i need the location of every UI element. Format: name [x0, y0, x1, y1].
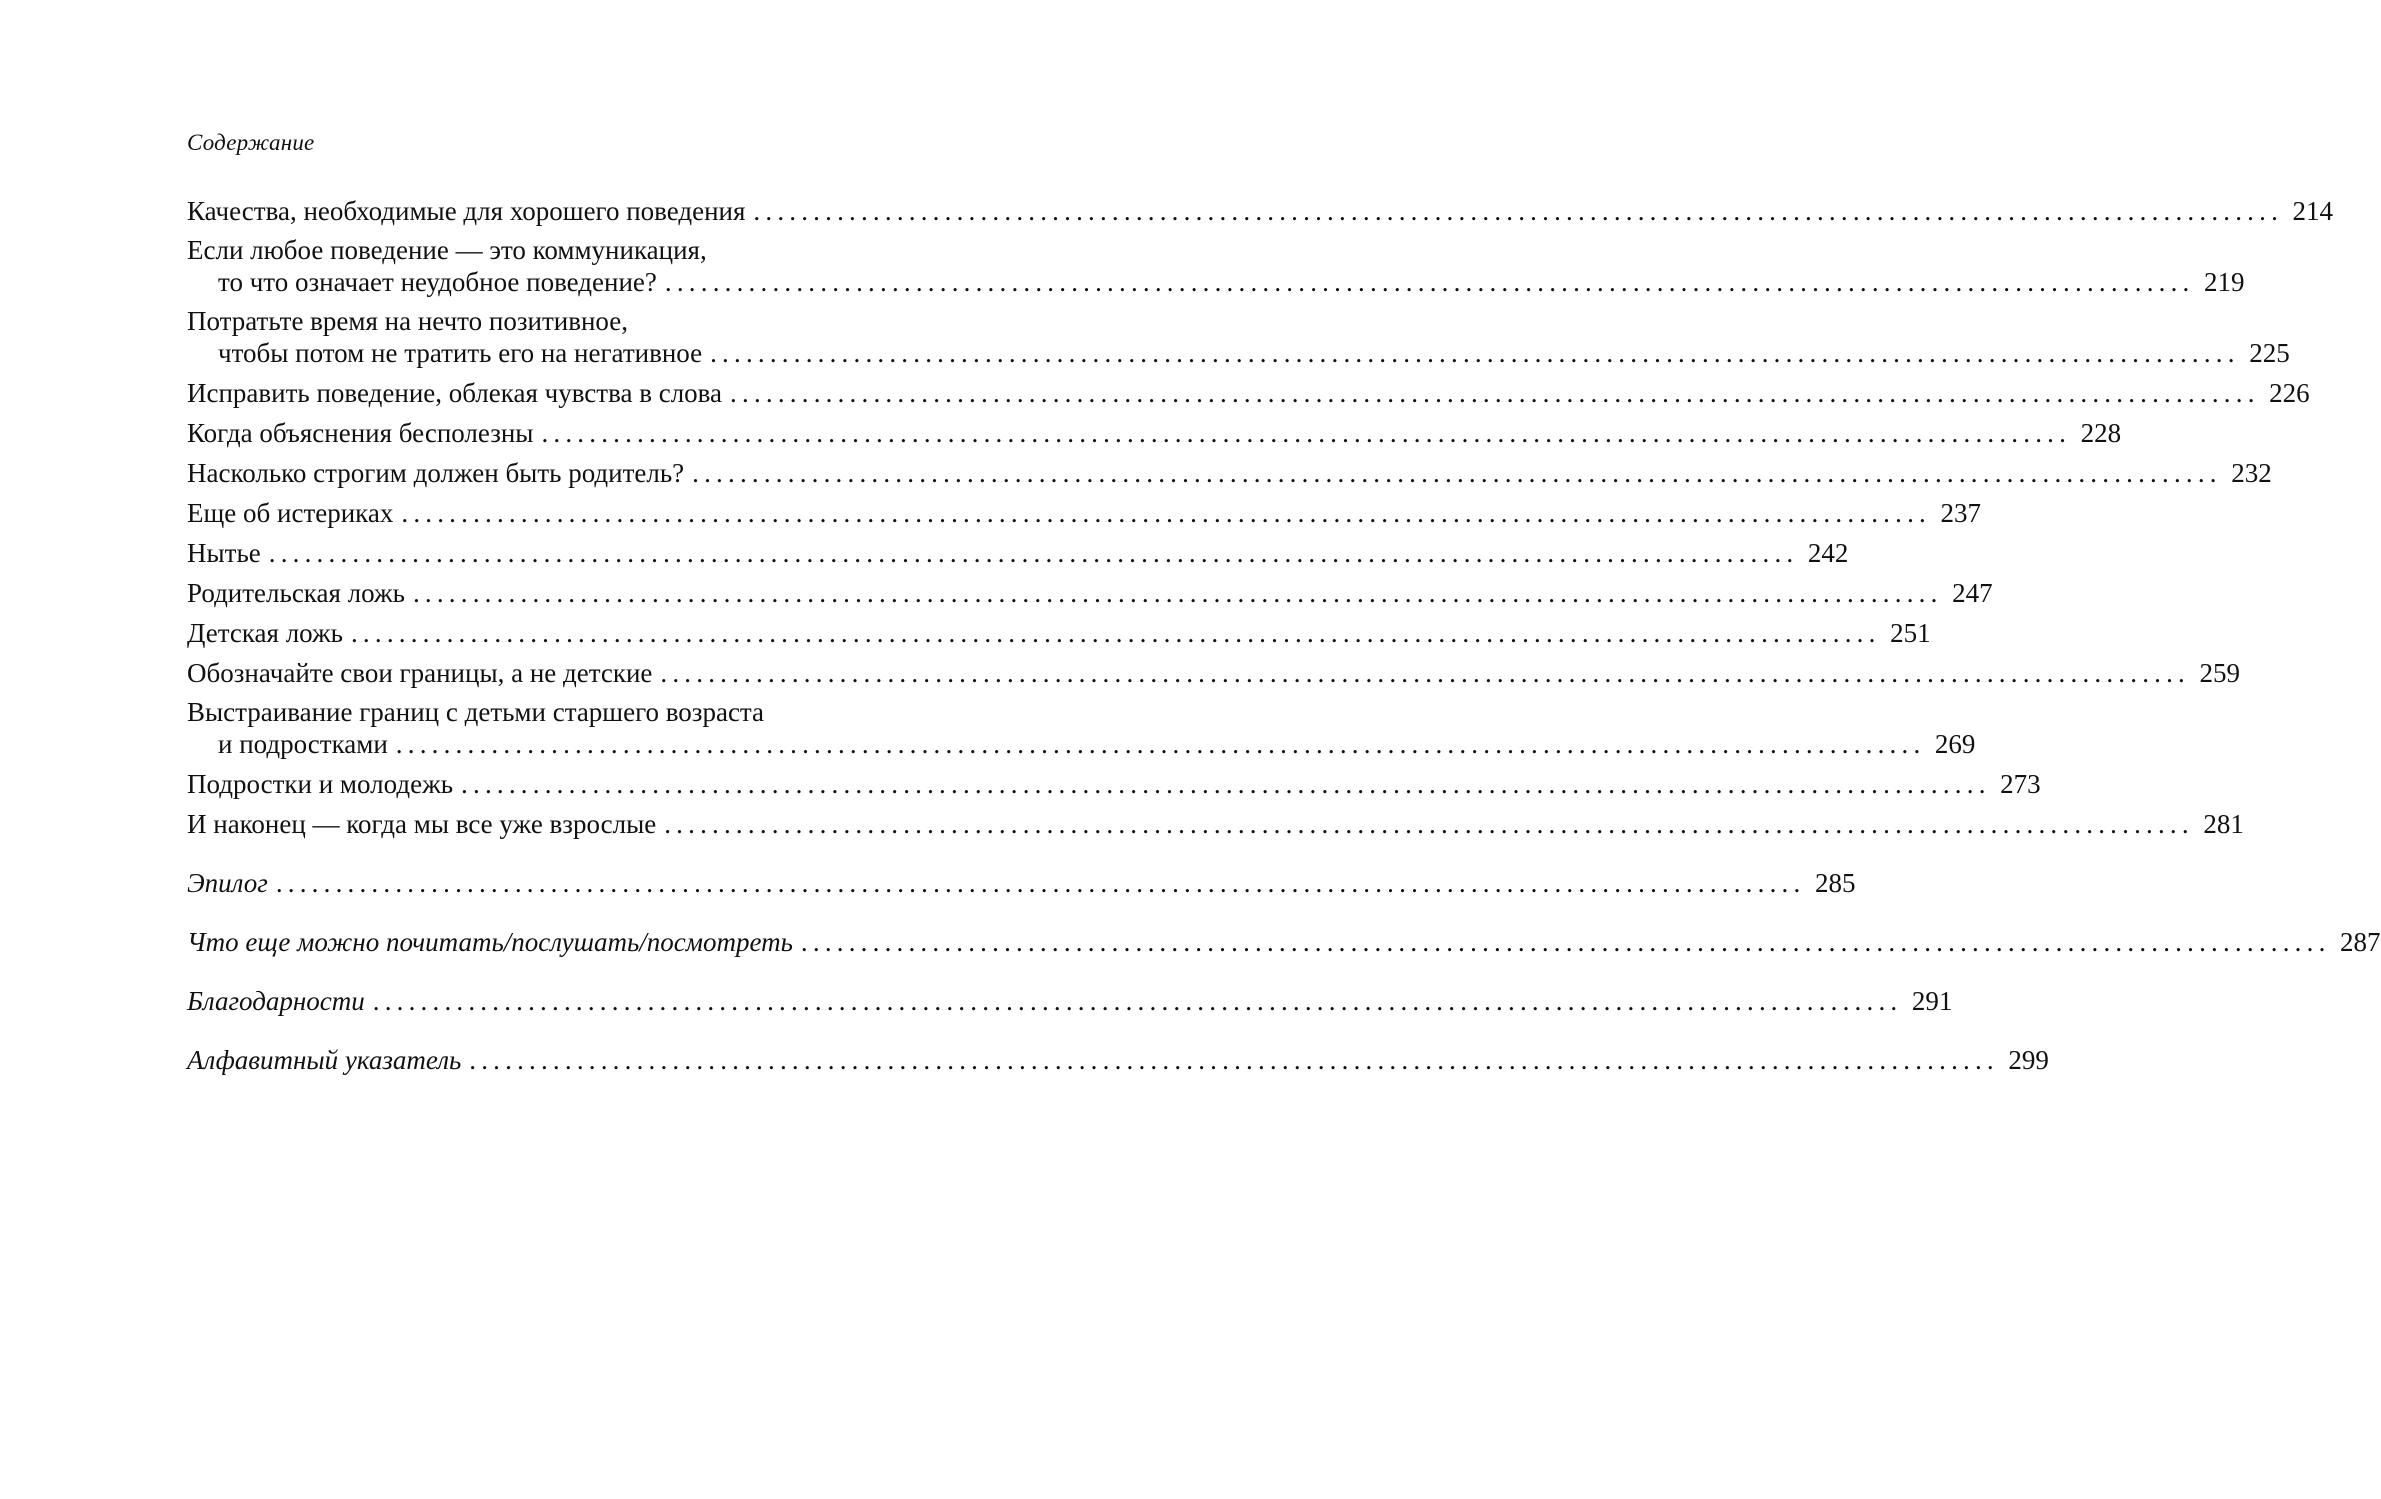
toc-entry [187, 377, 2310, 410]
toc-page-number: 269 [1934, 729, 1976, 759]
toc-entry-title: чтобы потом не тратить его на негативное [218, 338, 703, 368]
dot-leader: ................................................................................................................................ [664, 809, 2194, 839]
dot-leader: ................................................................................................................................ [730, 378, 2260, 408]
toc-page-number: 287 [2340, 927, 2381, 957]
toc-page-number: 232 [2231, 458, 2272, 488]
toc-entry-title: Когда объяснения бесполезны [187, 418, 534, 448]
toc-entry-line [187, 195, 2334, 228]
dot-leader: ................................................................................................................................ [800, 927, 2331, 957]
toc-entry-title: Если любое поведение — это коммуникация, [187, 235, 707, 265]
table-of-contents [187, 195, 2381, 1077]
toc-entry-line [187, 697, 886, 728]
toc-entry-title: И наконец — когда мы все уже взрослые [187, 809, 657, 839]
toc-entry-line [187, 537, 1849, 570]
dot-leader: ................................................................................................................................ [753, 196, 2284, 226]
dot-leader: ................................................................................................................................ [401, 498, 1931, 528]
toc-entry-title: Подростки и молодежь [187, 769, 454, 799]
toc-entry-title: то что означает неудобное поведение? [218, 267, 657, 297]
toc-entry-line [187, 867, 1856, 900]
toc-entry-continuation-line [187, 337, 2290, 370]
dot-leader: ................................................................................................................................ [395, 729, 1926, 759]
toc-page-number: 242 [1807, 538, 1849, 568]
dot-leader: ................................................................................................................................ [664, 267, 2195, 297]
dot-leader: ................................................................................................................................ [268, 538, 1799, 568]
dot-leader: ................................................................................................................................ [461, 769, 1991, 799]
dot-leader: ................................................................................................................................ [692, 458, 2222, 488]
dot-leader: ................................................................................................................................ [660, 658, 2191, 688]
toc-entry-title: Благодарности [187, 986, 365, 1016]
toc-entry [187, 985, 1953, 1018]
toc-entry-line [187, 926, 2381, 959]
toc-entry [187, 497, 1981, 530]
toc-entry [187, 657, 2241, 690]
toc-entry-title: Нытье [187, 538, 261, 568]
toc-entry-line [187, 1044, 2049, 1077]
toc-entry-line [187, 808, 2244, 841]
toc-page-number: 247 [1952, 578, 1993, 608]
toc-page-number: 226 [2269, 378, 2310, 408]
toc-entry [187, 537, 1849, 570]
toc-entry-line [187, 617, 1931, 650]
dot-leader: ................................................................................................................................ [469, 1045, 1999, 1075]
toc-entry-line [187, 497, 1981, 530]
toc-entry-title: Алфавитный указатель [187, 1045, 462, 1075]
dot-leader: ................................................................................................................................ [412, 578, 1943, 608]
toc-entry-line [187, 377, 2310, 410]
toc-page-number: 273 [2000, 769, 2041, 799]
toc-entry [187, 195, 2334, 228]
toc-page-number: 219 [2204, 267, 2245, 297]
toc-entry-title: Насколько строгим должен быть родитель? [187, 458, 685, 488]
toc-page-number: 285 [1814, 868, 1856, 898]
toc-page-number: 214 [2292, 196, 2334, 226]
toc-entry-title: Еще об истериках [187, 498, 394, 528]
toc-entry [187, 306, 2290, 370]
toc-entry-title: Потратьте время на нечто позитивное, [187, 306, 628, 336]
toc-page-number: 225 [2249, 338, 2290, 368]
toc-entry-line [187, 457, 2272, 490]
toc-page-number: 281 [2203, 809, 2244, 839]
toc-entry-title: Обозначайте свои границы, а не детские [187, 658, 653, 688]
toc-page-number: 228 [2080, 418, 2122, 448]
toc-entry-continuation-line [187, 728, 1976, 761]
toc-entry [187, 808, 2244, 841]
toc-entry-line [187, 768, 2041, 801]
dot-leader: ................................................................................................................................ [275, 868, 1806, 898]
dot-leader: ................................................................................................................................ [350, 618, 1881, 648]
toc-entry [187, 235, 2245, 299]
toc-entry [187, 577, 1993, 610]
dot-leader: ................................................................................................................................ [541, 418, 2072, 448]
toc-entry-title: Родительская ложь [187, 578, 405, 608]
toc-entry-title: Эпилог [187, 868, 268, 898]
toc-entry-line [187, 577, 1993, 610]
dot-leader: ................................................................................................................................ [710, 338, 2240, 368]
toc-entry [187, 697, 1976, 761]
toc-entry [187, 617, 1931, 650]
toc-entry-line [187, 235, 886, 266]
toc-entry-line [187, 417, 2122, 450]
toc-page-number: 299 [2008, 1045, 2049, 1075]
toc-entry-title: Что еще можно почитать/послушать/посмотреть [187, 927, 793, 957]
running-head: Содержание [187, 130, 315, 155]
toc-entry [187, 926, 2381, 959]
toc-page-number: 237 [1940, 498, 1981, 528]
toc-entry-line [187, 306, 886, 337]
toc-entry-line [187, 985, 1953, 1018]
toc-entry-title: Детская ложь [187, 618, 343, 648]
toc-page-number: 251 [1890, 618, 1931, 648]
toc-entry [187, 867, 1856, 900]
dot-leader: ................................................................................................................................ [372, 986, 1903, 1016]
toc-entry-title: и подростками [218, 729, 388, 759]
toc-page-number: 291 [1911, 986, 1953, 1016]
toc-entry-line [187, 657, 2241, 690]
toc-entry-title: Качества, необходимые для хорошего поведения [187, 196, 746, 226]
toc-entry-continuation-line [187, 266, 2245, 299]
toc-entry [187, 1044, 2049, 1077]
toc-entry-title: Выстраивание границ с детьми старшего возраста [187, 697, 765, 727]
toc-page-number: 259 [2199, 658, 2241, 688]
toc-entry [187, 457, 2272, 490]
toc-entry [187, 768, 2041, 801]
toc-entry-title: Исправить поведение, облекая чувства в слова [187, 378, 723, 408]
toc-entry [187, 417, 2122, 450]
